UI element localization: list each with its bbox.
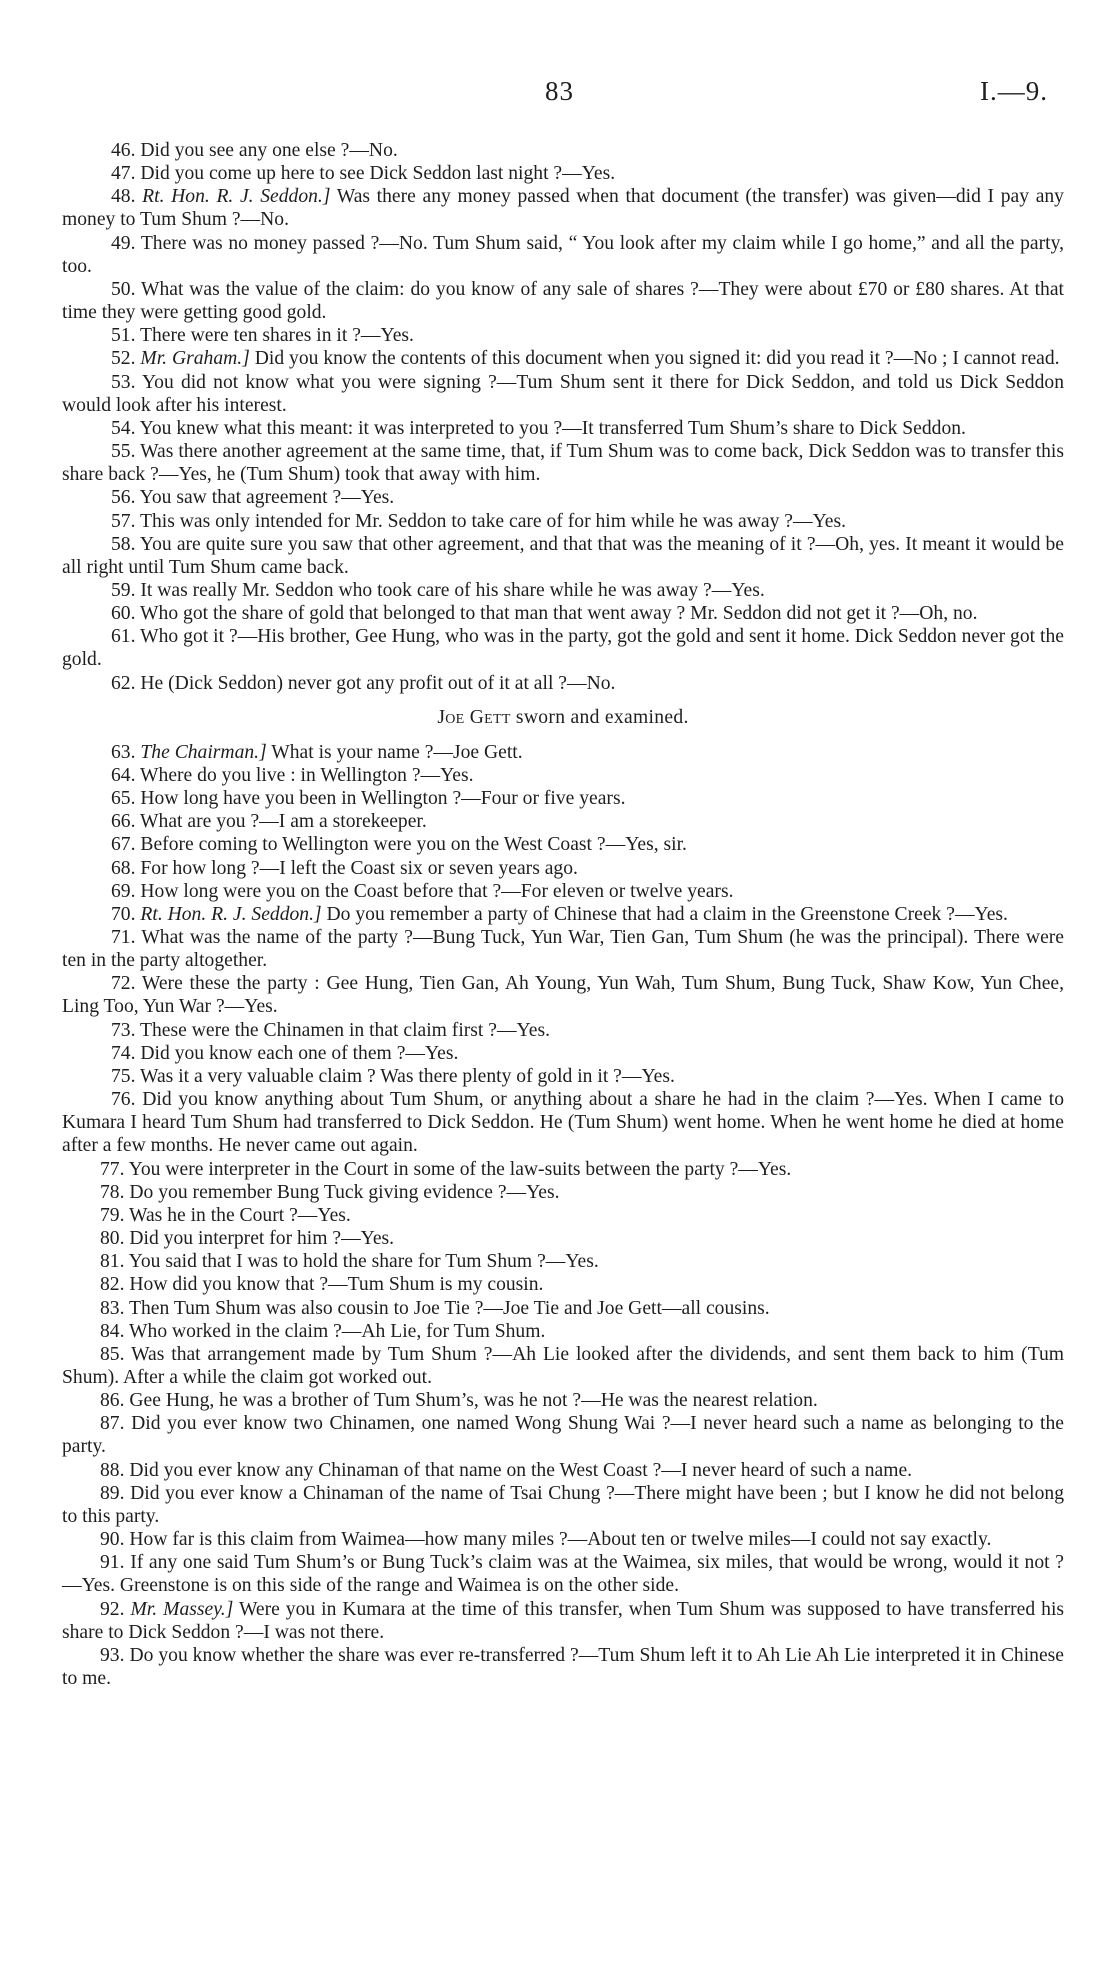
question-entry [62, 533, 1064, 579]
question-text: You knew what this meant: it was interpreted to you ?—It transferred Tum Shum’s share to Dick Seddon. [139, 417, 966, 439]
question-entry [62, 1088, 1064, 1157]
question-entry [62, 602, 1064, 625]
question-text: How long were you on the Coast before that ?—For eleven or twelve years. [140, 880, 734, 902]
question-text: How far is this claim from Waimea—how many miles ?—About ten or twelve miles—I could not say exactly. [129, 1529, 992, 1551]
question-text: Did you ever know a Chinaman of the name of Tsai Chung ?—There might have been ; but I know he did not belong to this party. [62, 1482, 1064, 1527]
question-number: 77. [100, 1158, 125, 1180]
question-number: 60. [111, 603, 136, 625]
section-heading [62, 695, 1064, 741]
question-entry [62, 764, 1064, 787]
question-entry [62, 1181, 1064, 1204]
question-text: He (Dick Seddon) never got any profit out of it at all ?—No. [140, 672, 616, 694]
question-text: What was the name of the party ?—Bung Tuck, Yun War, Tien Gan, Tum Shum (he was the principal). There were ten in the party altogether. [62, 927, 1064, 972]
question-text: Did you know anything about Tum Shum, or anything about a share he had in the claim ?—Yes. When I came to Kumara I heard Tum Shum had transferred to Dick Seddon. He (Tum Shum) went home. When he went home he died at home after a few months. He never came out again. [62, 1089, 1064, 1157]
question-text: If any one said Tum Shum’s or Bung Tuck’s claim was at the Waimea, six miles, that would be wrong, would it not ?—Yes. Greenstone is on this side of the range and Waimea is on the other side. [62, 1552, 1064, 1597]
question-number: 83. [100, 1297, 125, 1319]
question-text: Were you in Kumara at the time of this transfer, when Tum Shum was supposed to have transferred his share to Dick Seddon ?—I was not there. [62, 1598, 1065, 1643]
question-text: You were interpreter in the Court in some of the law-suits between the party ?—Yes. [128, 1158, 792, 1180]
question-entry [62, 579, 1064, 602]
question-entry [62, 1528, 1064, 1551]
question-number: 74. [111, 1042, 136, 1064]
question-number: 72. [111, 973, 136, 995]
question-entry [62, 903, 1064, 926]
question-number: 54. [111, 417, 136, 439]
question-entry [62, 1598, 1064, 1644]
question-text: You said that I was to hold the share for Tum Shum ?—Yes. [128, 1251, 599, 1273]
question-entry [62, 880, 1064, 903]
question-number: 48. [111, 186, 136, 208]
question-number: 75. [111, 1065, 136, 1087]
page-header [0, 76, 1114, 116]
question-entry [62, 1227, 1064, 1250]
speaker-label: Rt. Hon. R. J. Seddon.] [142, 186, 331, 208]
question-number: 69. [111, 880, 136, 902]
question-text: For how long ?—I left the Coast six or seven years ago. [140, 857, 578, 879]
question-number: 82. [100, 1274, 125, 1296]
question-text: Who worked in the claim ?—Ah Lie, for Tum Shum. [129, 1320, 546, 1342]
question-text: You did not know what you were signing ?—Tum Shum sent it there for Dick Seddon, and told us Dick Seddon would look after his interest. [62, 371, 1064, 416]
section-heading-text: sworn and examined. [515, 706, 689, 728]
question-text: Did you ever know any Chinaman of that name on the West Coast ?—I never heard of such a name. [129, 1459, 913, 1481]
question-text: What is your name ?—Joe Gett. [271, 741, 523, 763]
question-entry [62, 1042, 1064, 1065]
question-number: 56. [111, 487, 136, 509]
question-text: Who got the share of gold that belonged to that man that went away ? Mr. Seddon did not get it ?—Oh, no. [140, 603, 978, 625]
question-entry [62, 185, 1064, 231]
question-text: Gee Hung, he was a brother of Tum Shum’s, was he not ?—He was the nearest relation. [129, 1390, 818, 1412]
question-number: 62. [111, 672, 136, 694]
question-entry [62, 232, 1064, 278]
question-text: Were these the party : Gee Hung, Tien Gan, Ah Young, Yun Wah, Tum Shum, Bung Tuck, Shaw Kow, Yun Chee, Ling Too, Yun War ?—Yes. [62, 973, 1065, 1018]
question-entry [62, 741, 1064, 764]
question-number: 64. [111, 764, 136, 786]
question-entry [62, 1644, 1064, 1690]
question-text: Did you ever know two Chinamen, one named Wong Shung Wai ?—I never heard such a name as belonging to the party. [62, 1413, 1064, 1458]
question-number: 63. [111, 741, 136, 763]
question-entry [62, 1297, 1064, 1320]
question-entry [62, 1320, 1064, 1343]
question-text: Was it a very valuable claim ? Was there plenty of gold in it ?—Yes. [140, 1065, 675, 1087]
question-entry [62, 510, 1064, 533]
question-text: It was really Mr. Seddon who took care of his share while he was away ?—Yes. [140, 579, 765, 601]
question-number: 65. [111, 788, 136, 810]
question-number: 81. [100, 1251, 125, 1273]
question-number: 51. [111, 325, 136, 347]
page-number: 83 [545, 76, 574, 106]
question-entry [62, 371, 1064, 417]
question-entry [62, 1019, 1064, 1042]
question-text: Was there any money passed when that document (the transfer) was given—did I pay any money to Tum Shum ?—No. [62, 186, 1064, 231]
question-entry [62, 324, 1064, 347]
question-entry [62, 1158, 1064, 1181]
question-list-part-1 [62, 139, 1064, 695]
question-entry [62, 440, 1064, 486]
question-entry [62, 486, 1064, 509]
question-entry [62, 1204, 1064, 1227]
question-number: 50. [111, 278, 136, 300]
question-text: You saw that agreement ?—Yes. [139, 487, 395, 509]
question-entry [62, 162, 1064, 185]
question-text: Was there another agreement at the same time, that, if Tum Shum was to come back, Dick Seddon was to transfer this share back ?—Yes, he (Tum Shum) took that away with him. [62, 441, 1065, 486]
question-number: 70. [111, 903, 136, 925]
question-number: 61. [111, 626, 136, 648]
question-number: 86. [100, 1390, 125, 1412]
question-entry [62, 1065, 1064, 1088]
question-list-part-2 [62, 741, 1064, 1690]
question-text: Was that arrangement made by Tum Shum ?—Ah Lie looked after the dividends, and sent them back to him (Tum Shum). After a while the claim got worked out. [62, 1343, 1065, 1388]
question-text: Where do you live : in Wellington ?—Yes. [140, 764, 474, 786]
question-entry [62, 347, 1064, 370]
question-text: How long have you been in Wellington ?—Four or five years. [140, 788, 626, 810]
question-number: 52. [111, 348, 136, 370]
question-number: 58. [111, 533, 136, 555]
question-number: 73. [111, 1019, 136, 1041]
question-number: 92. [100, 1598, 125, 1620]
question-entry [62, 1250, 1064, 1273]
question-number: 46. [111, 140, 136, 161]
speaker-label: Mr. Graham.] [140, 348, 250, 370]
question-text: This was only intended for Mr. Seddon to take care of for him while he was away ?—Yes. [140, 510, 846, 532]
question-entry [62, 1551, 1064, 1597]
question-number: 90. [100, 1529, 125, 1551]
question-number: 66. [111, 811, 136, 833]
question-text: Then Tum Shum was also cousin to Joe Tie ?—Joe Tie and Joe Gett—all cousins. [129, 1297, 770, 1319]
question-number: 78. [100, 1181, 125, 1203]
question-text: Did you know each one of them ?—Yes. [140, 1042, 459, 1064]
question-text: Before coming to Wellington were you on the West Coast ?—Yes, sir. [140, 834, 687, 856]
question-number: 49. [111, 232, 136, 254]
speaker-label: Mr. Massey.] [130, 1598, 234, 1620]
question-text: What are you ?—I am a storekeeper. [140, 811, 427, 833]
question-number: 85. [100, 1343, 125, 1365]
witness-name: Joe Gett [437, 706, 511, 728]
question-number: 84. [100, 1320, 125, 1342]
question-text: There were ten shares in it ?—Yes. [140, 325, 414, 347]
question-entry [62, 972, 1064, 1018]
question-number: 76. [111, 1089, 136, 1111]
question-number: 53. [111, 371, 136, 393]
question-text: Do you know whether the share was ever re-transferred ?—Tum Shum left it to Ah Lie Ah Lie interpreted it in Chinese to me. [62, 1644, 1064, 1689]
question-number: 80. [100, 1228, 125, 1250]
question-entry [62, 139, 1064, 162]
question-text: Did you come up here to see Dick Seddon last night ?—Yes. [140, 163, 616, 185]
question-text: Did you know the contents of this document when you signed it: did you read it ?—No ; I cannot read. [254, 348, 1060, 370]
question-entry [62, 1412, 1064, 1458]
question-number: 79. [100, 1204, 125, 1226]
question-number: 88. [100, 1459, 125, 1481]
question-text: Who got it ?—His brother, Gee Hung, who was in the party, got the gold and sent it home. Dick Seddon never got the gold. [62, 626, 1064, 671]
question-entry [62, 1389, 1064, 1412]
question-text: Did you see any one else ?—No. [140, 140, 398, 161]
question-text: These were the Chinamen in that claim first ?—Yes. [140, 1019, 550, 1041]
question-entry [62, 926, 1064, 972]
question-entry [62, 417, 1064, 440]
question-entry [62, 1343, 1064, 1389]
question-number: 91. [100, 1552, 125, 1574]
question-entry [62, 857, 1064, 880]
question-number: 59. [111, 579, 136, 601]
question-number: 67. [111, 834, 136, 856]
question-number: 87. [100, 1413, 125, 1435]
question-entry [62, 810, 1064, 833]
question-text: Did you interpret for him ?—Yes. [129, 1228, 395, 1250]
question-entry [62, 672, 1064, 695]
question-number: 89. [100, 1482, 125, 1504]
question-number: 57. [111, 510, 136, 532]
question-entry [62, 787, 1064, 810]
question-number: 55. [111, 441, 136, 463]
document-reference: I.—9. [980, 76, 1048, 106]
speaker-label: Rt. Hon. R. J. Seddon.] [140, 903, 322, 925]
question-entry [62, 278, 1064, 324]
question-number: 47. [111, 163, 136, 185]
question-entry [62, 1482, 1064, 1528]
question-text: Do you remember a party of Chinese that had a claim in the Greenstone Creek ?—Yes. [326, 903, 1008, 925]
question-entry [62, 625, 1064, 671]
question-text: Was he in the Court ?—Yes. [129, 1204, 351, 1226]
question-number: 93. [100, 1644, 125, 1666]
speaker-label: The Chairman.] [140, 741, 267, 763]
question-text: Do you remember Bung Tuck giving evidence ?—Yes. [129, 1181, 560, 1203]
question-entry [62, 1273, 1064, 1296]
question-number: 71. [111, 927, 136, 948]
question-entry [62, 1459, 1064, 1482]
question-entry [62, 833, 1064, 856]
question-text: How did you know that ?—Tum Shum is my cousin. [129, 1274, 544, 1296]
question-text: There was no money passed ?—No. Tum Shum said, “ You look after my claim while I go home,” and all the party, too. [62, 232, 1065, 277]
document-body [62, 139, 1064, 1690]
question-text: What was the value of the claim: do you know of any sale of shares ?—They were about £70 or £80 shares. At that time they were getting good gold. [62, 278, 1064, 324]
question-text: You are quite sure you saw that other agreement, and that that was the meaning of it ?—Oh, yes. It meant it would be all right until Tum Shum came back. [62, 533, 1064, 578]
question-number: 68. [111, 857, 136, 879]
